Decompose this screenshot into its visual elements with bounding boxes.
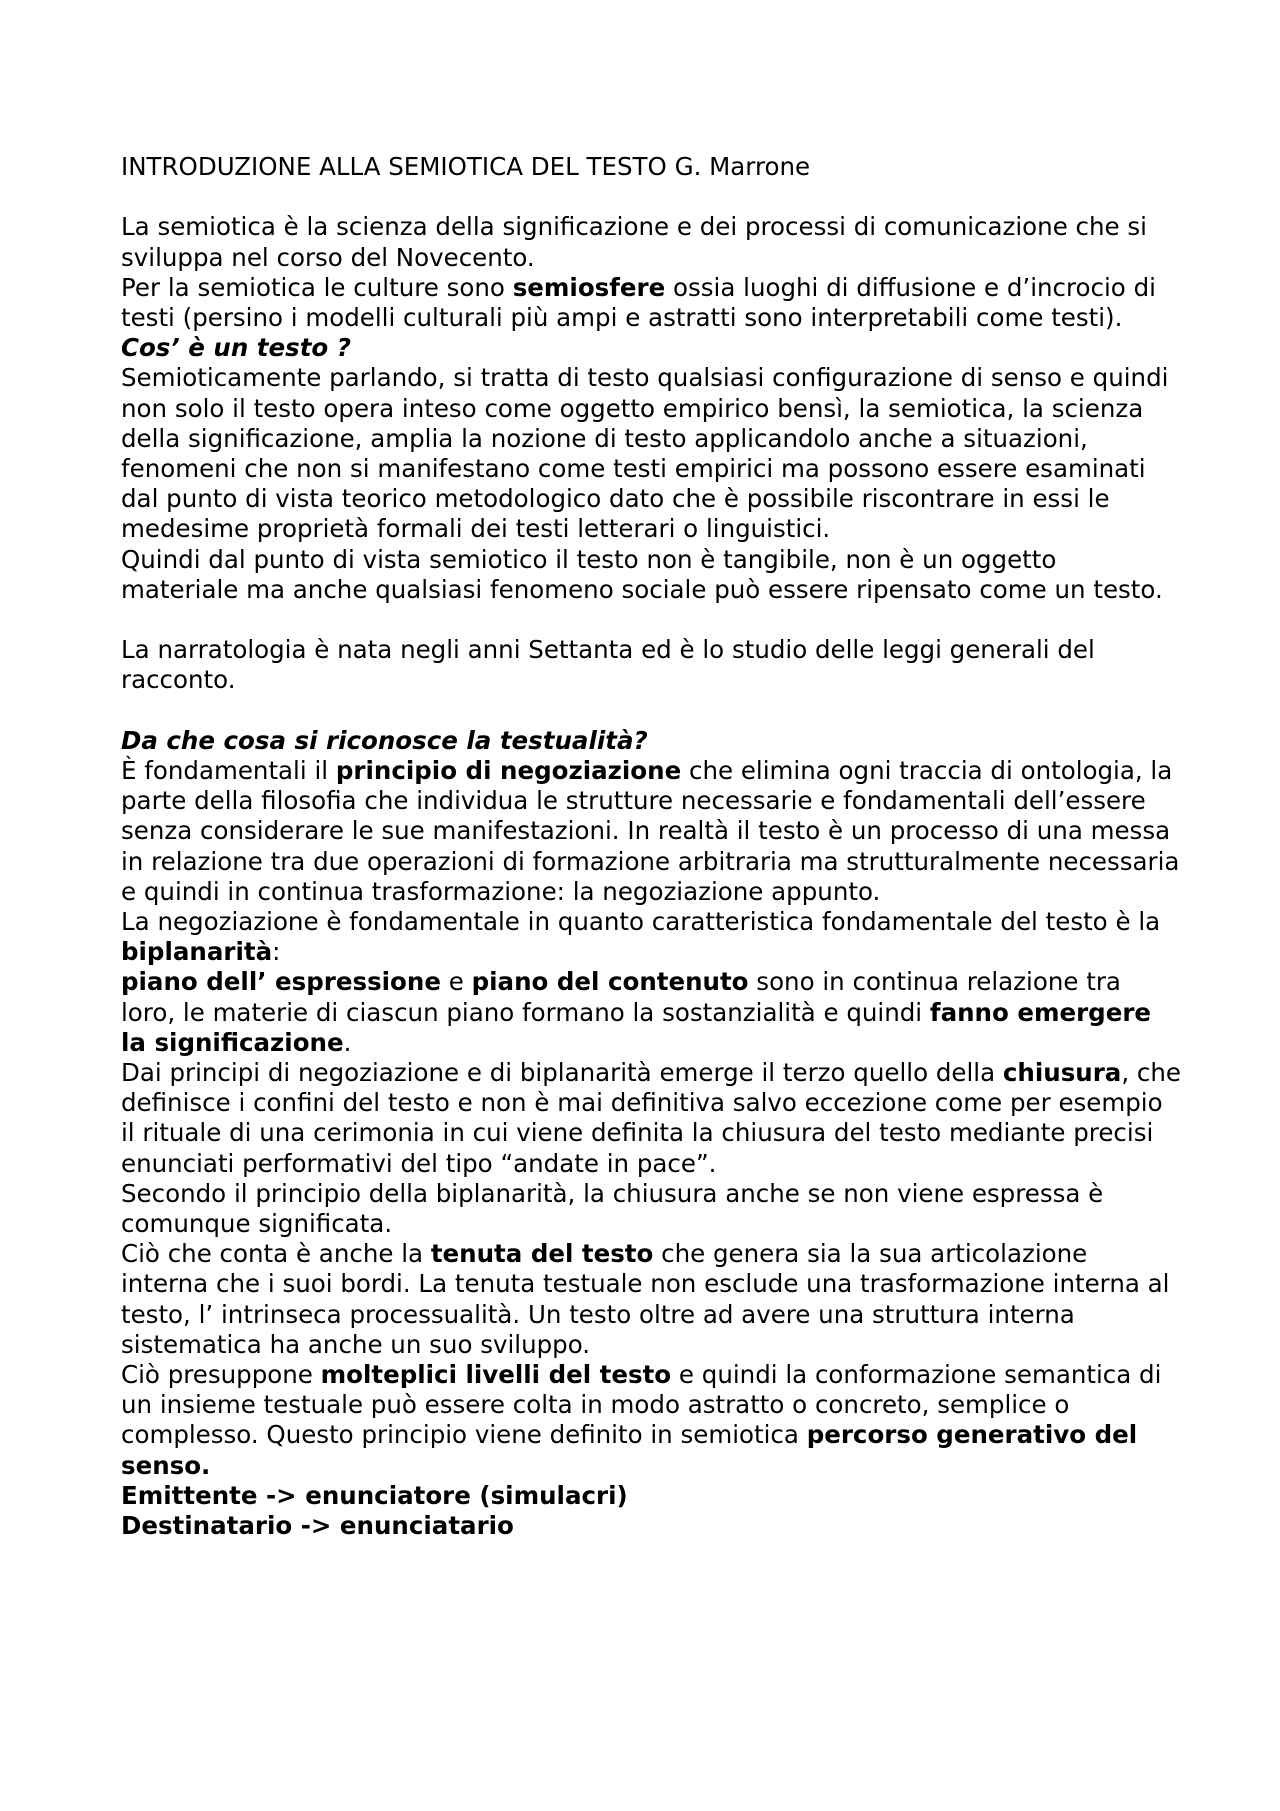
bold-term-livelli: molteplici livelli del testo: [320, 1360, 672, 1390]
bold-term-biplanarita: biplanarità: [121, 937, 273, 967]
bold-term-espressione: piano dell’ espressione: [121, 967, 441, 997]
paragraph-semiosfere: [121, 273, 1181, 333]
text-run: che elimina ogni traccia di ontologia, la parte della filosofia che individua le strutture necessarie e fondamentali dell’essere senza considerare le sue manifestazioni. In realtà il testo è un processo di una messa in relazione tra due operazioni di formazione arbitraria ma strutturalmente necessaria e quindi in continua trasformazione: la negoziazione appunto.: [121, 756, 1180, 906]
paragraph-biplanarita: [121, 907, 1181, 967]
paragraph-chiusura: [121, 1058, 1181, 1179]
bold-term-tenuta: tenuta del testo: [430, 1239, 654, 1269]
text-run: sono in continua relazione tra loro, le materie di ciascun piano formano la sostanzialità e quindi: [121, 967, 1121, 1027]
text-run: e quindi la conformazione semantica di un insieme testuale può essere colta in modo astratto o concreto, semplice o complesso. Questo principio viene definito in semiotica: [121, 1360, 1162, 1450]
text-run: È fondamentali il: [121, 756, 336, 786]
paragraph-tenuta: [121, 1239, 1181, 1360]
heading-cose-un-testo: Cos’ è un testo ?: [121, 333, 351, 363]
paragraph-narratologia: La narratologia è nata negli anni Settanta ed è lo studio delle leggi generali del racconto.: [121, 635, 1095, 695]
line-destinatario: Destinatario -> enunciatario: [121, 1511, 514, 1541]
heading-testualita: Da che cosa si riconosce la testualità?: [121, 725, 648, 755]
bold-term-negoziazione: principio di negoziazione: [335, 756, 682, 786]
text-run: Ciò che conta è anche la: [121, 1239, 431, 1269]
paragraph-piani: [121, 967, 1181, 1058]
text-run: Dai principi di negoziazione e di biplanarità emerge il terzo quello della: [121, 1058, 1003, 1088]
paragraph-chiusura-significata: Secondo il principio della biplanarità, la chiusura anche se non viene espressa è comunque significata.: [121, 1178, 1104, 1239]
document-body: [121, 152, 1181, 1541]
paragraph-livelli: [121, 1360, 1181, 1481]
text-run: .: [343, 1027, 352, 1057]
paragraph-semiotica-definition: La semiotica è la scienza della significazione e dei processi di comunicazione che si sviluppa nel corso del Novecento.: [121, 212, 1147, 272]
spacer: [121, 696, 1181, 726]
bold-term-percorso: percorso generativo del senso.: [121, 1420, 1138, 1480]
spacer: [121, 605, 1181, 635]
text-run: e: [440, 967, 472, 997]
spacer: [121, 182, 1181, 212]
text-run: Per la semiotica le culture sono: [121, 272, 513, 302]
text-run: Ciò presuppone: [121, 1360, 321, 1390]
text-run: La negoziazione è fondamentale in quanto caratteristica fondamentale del testo è la: [121, 907, 1161, 937]
line-emittente: Emittente -> enunciatore (simulacri): [121, 1480, 628, 1510]
bold-term-significazione: fanno emergere la significazione: [121, 997, 1152, 1057]
bold-term-semiosfere: semiosfere: [512, 272, 666, 302]
paragraph-testo-non-tangibile: Quindi dal punto di vista semiotico il testo non è tangibile, non è un oggetto materiale ma anche qualsiasi fenomeno sociale può essere ripensato come un testo.: [121, 544, 1163, 604]
text-run: che genera sia la sua articolazione interna che i suoi bordi. La tenuta testuale non esclude una trasformazione interna al testo, l’ intrinseca processualità. Un testo oltre ad avere una struttura interna sistematica ha anche un suo sviluppo.: [121, 1239, 1170, 1359]
document-title: INTRODUZIONE ALLA SEMIOTICA DEL TESTO G. Marrone: [121, 152, 811, 181]
text-run: , che definisce i confini del testo e non è mai definitiva salvo eccezione come per esempio il rituale di una cerimonia in cui viene definita la chiusura del testo mediante precisi enunciati performativi del tipo “andate in pace”.: [121, 1058, 1181, 1178]
bold-term-contenuto: piano del contenuto: [471, 967, 749, 997]
text-run: ossia luoghi di diffusione e d’incrocio di testi (persino i modelli culturali più ampi e astratti sono interpretabili come testi).: [121, 272, 1156, 332]
paragraph-negoziazione: [121, 756, 1181, 907]
text-run: :: [272, 937, 281, 967]
paragraph-semioticamente: Semioticamente parlando, si tratta di testo qualsiasi configurazione di senso e quindi non solo il testo opera inteso come oggetto empirico bensì, la semiotica, la scienza della significazione, amplia la nozione di testo applicandolo anche a situazioni, fenomeni che non si manifestano come testi empirici ma possono essere esaminati dal punto di vista teorico metodologico dato che è possibile riscontrare in essi le medesime proprietà formali dei testi letterari o linguistici.: [121, 363, 1169, 544]
bold-term-chiusura: chiusura: [1002, 1058, 1122, 1088]
